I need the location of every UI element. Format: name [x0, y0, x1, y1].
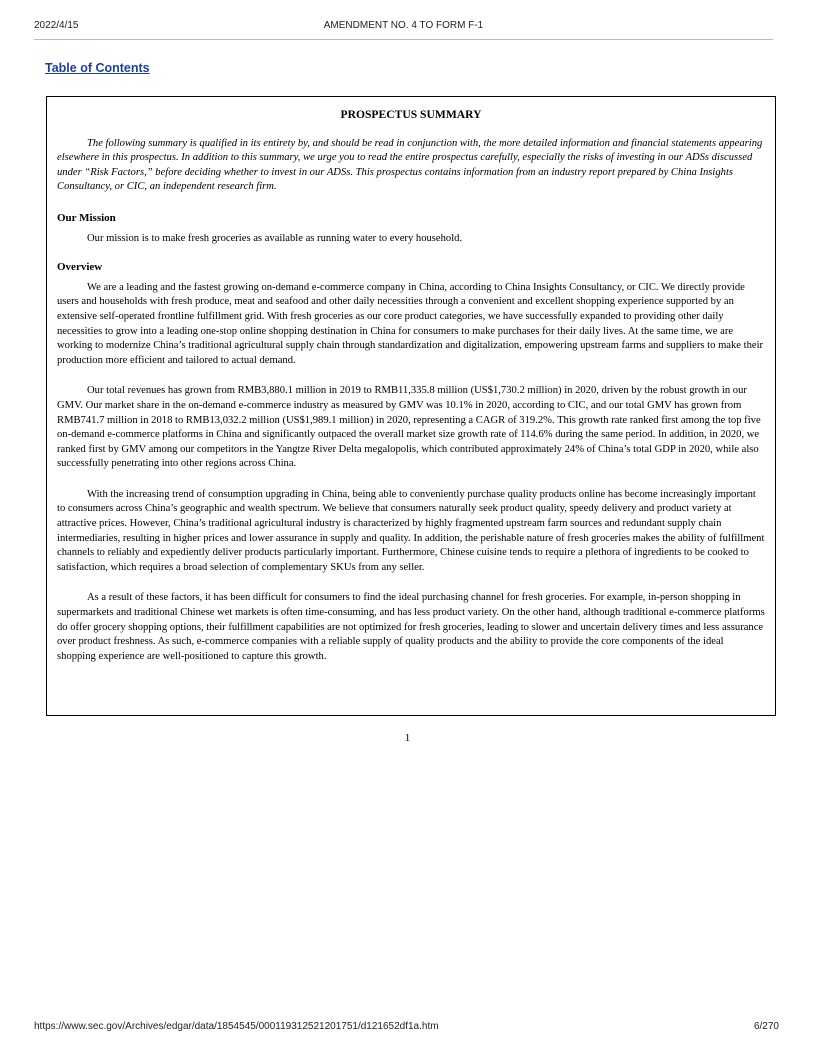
- section-title: PROSPECTUS SUMMARY: [340, 108, 482, 121]
- print-footer: [34, 1021, 779, 1035]
- mission-heading: Our Mission: [57, 211, 116, 224]
- overview-paragraph: We are a leading and the fastest growing on-demand e-commerce company in China, according to China Insights Consultancy, or CIC. We directly provide users and households with fresh produce, meat and seafood and other daily necessities through a convenient and excellent shopping experience supported by an extensive self-operated frontline fulfillment grid. With fresh groceries as our core product categories, we have successfully expanded to providing other daily necessities to grow into a leading one-stop online shopping destination in China for consumers to make purchases for their daily lives. At the same time, we are working to modernize China’s traditional agricultural supply chain through standardization and digitalization, empowering upstream farms and suppliers to make their production more efficient and tailored to actual demand.: [57, 281, 764, 366]
- print-header: [34, 17, 773, 40]
- print-page-count: 6/270: [753, 1021, 779, 1032]
- overview-heading: Overview: [57, 261, 103, 274]
- mission-paragraph: Our mission is to make fresh groceries as available as running water to every household.: [87, 232, 463, 244]
- page-number: 1: [404, 732, 411, 744]
- document-title: AMENDMENT NO. 4 TO FORM F-1: [323, 20, 484, 31]
- prospectus-summary-box: [46, 96, 776, 716]
- intro-paragraph: The following summary is qualified in its entirety by, and should be read in conjunction with, the more detailed information and financial statements appearing elsewhere in this prospectus. In addition to this summary, we urge you to read the entire prospectus carefully, especially the risks of investing in our ADSs discussed under “Risk Factors,” before deciding whether to invest in our ADSs. This prospectus contains information from an industry report prepared by China Insights Consultancy, or CIC, an independent research firm.: [57, 137, 763, 193]
- overview-paragraph: With the increasing trend of consumption upgrading in China, being able to conveniently purchase quality products online has become increasingly important to consumers across China’s geographic and wealth spectrum. We believe that consumers naturally seek product quality, speedy delivery and product variety at attractive prices. However, China’s traditional agricultural industry is characterized by highly fragmented upstream farm sources and redundant supply chain intermediaries, resulting in higher prices and lower assurance in supply and quality. In addition, the perishable nature of fresh groceries makes the ability of fulfillment channels to reliably and expediently deliver products particularly important. Furthermore, Chinese cuisine tends to require a plethora of ingredients to be cooked to satisfaction, which requires a broad selection of complementary SKUs from any seller.: [57, 488, 765, 573]
- table-of-contents-link[interactable]: Table of Contents: [45, 61, 150, 75]
- print-date: 2022/4/15: [34, 20, 79, 31]
- overview-paragraph: As a result of these factors, it has been difficult for consumers to find the ideal purchasing channel for fresh groceries. For example, in-person shopping in supermarkets and traditional Chinese wet markets is often time-consuming, and has less product variety. On the other hand, although traditional e-commerce platforms do offer grocery shopping options, their fulfillment capabilities are not optimized for fresh groceries, leading to slower and uncertain delivery times and less assurance over product freshness. As such, e-commerce companies with a reliable supply of quality products and the ability to provide the core components of the ideal shopping experience are well-positioned to capture this growth.: [57, 592, 765, 662]
- source-url: https://www.sec.gov/Archives/edgar/data/1854545/000119312521201751/d121652df1a.htm: [34, 1021, 439, 1032]
- overview-paragraph: Our total revenues has grown from RMB3,880.1 million in 2019 to RMB11,335.8 million (US$1,730.2 million) in 2020, driven by the robust growth in our GMV. Our market share in the on-demand e-commerce industry as measured by GMV was 10.1% in 2020, according to CIC, and our total GMV has grown from RMB741.7 million in 2018 to RMB13,032.2 million (US$1,989.1 million) in 2020, representing a CAGR of 319.2%. This growth rate ranked first among the top five on-demand e-commerce platforms in China and significantly outpaced the overall market size growth rate of 114.6% during the same period. In addition, in 2020, we ranked first by GMV among our competitors in the Yangtze River Delta megalopolis, which contributed approximately 24% of China’s total GDP in 2020, while also successfully penetrating into other regions across China.: [57, 385, 761, 470]
